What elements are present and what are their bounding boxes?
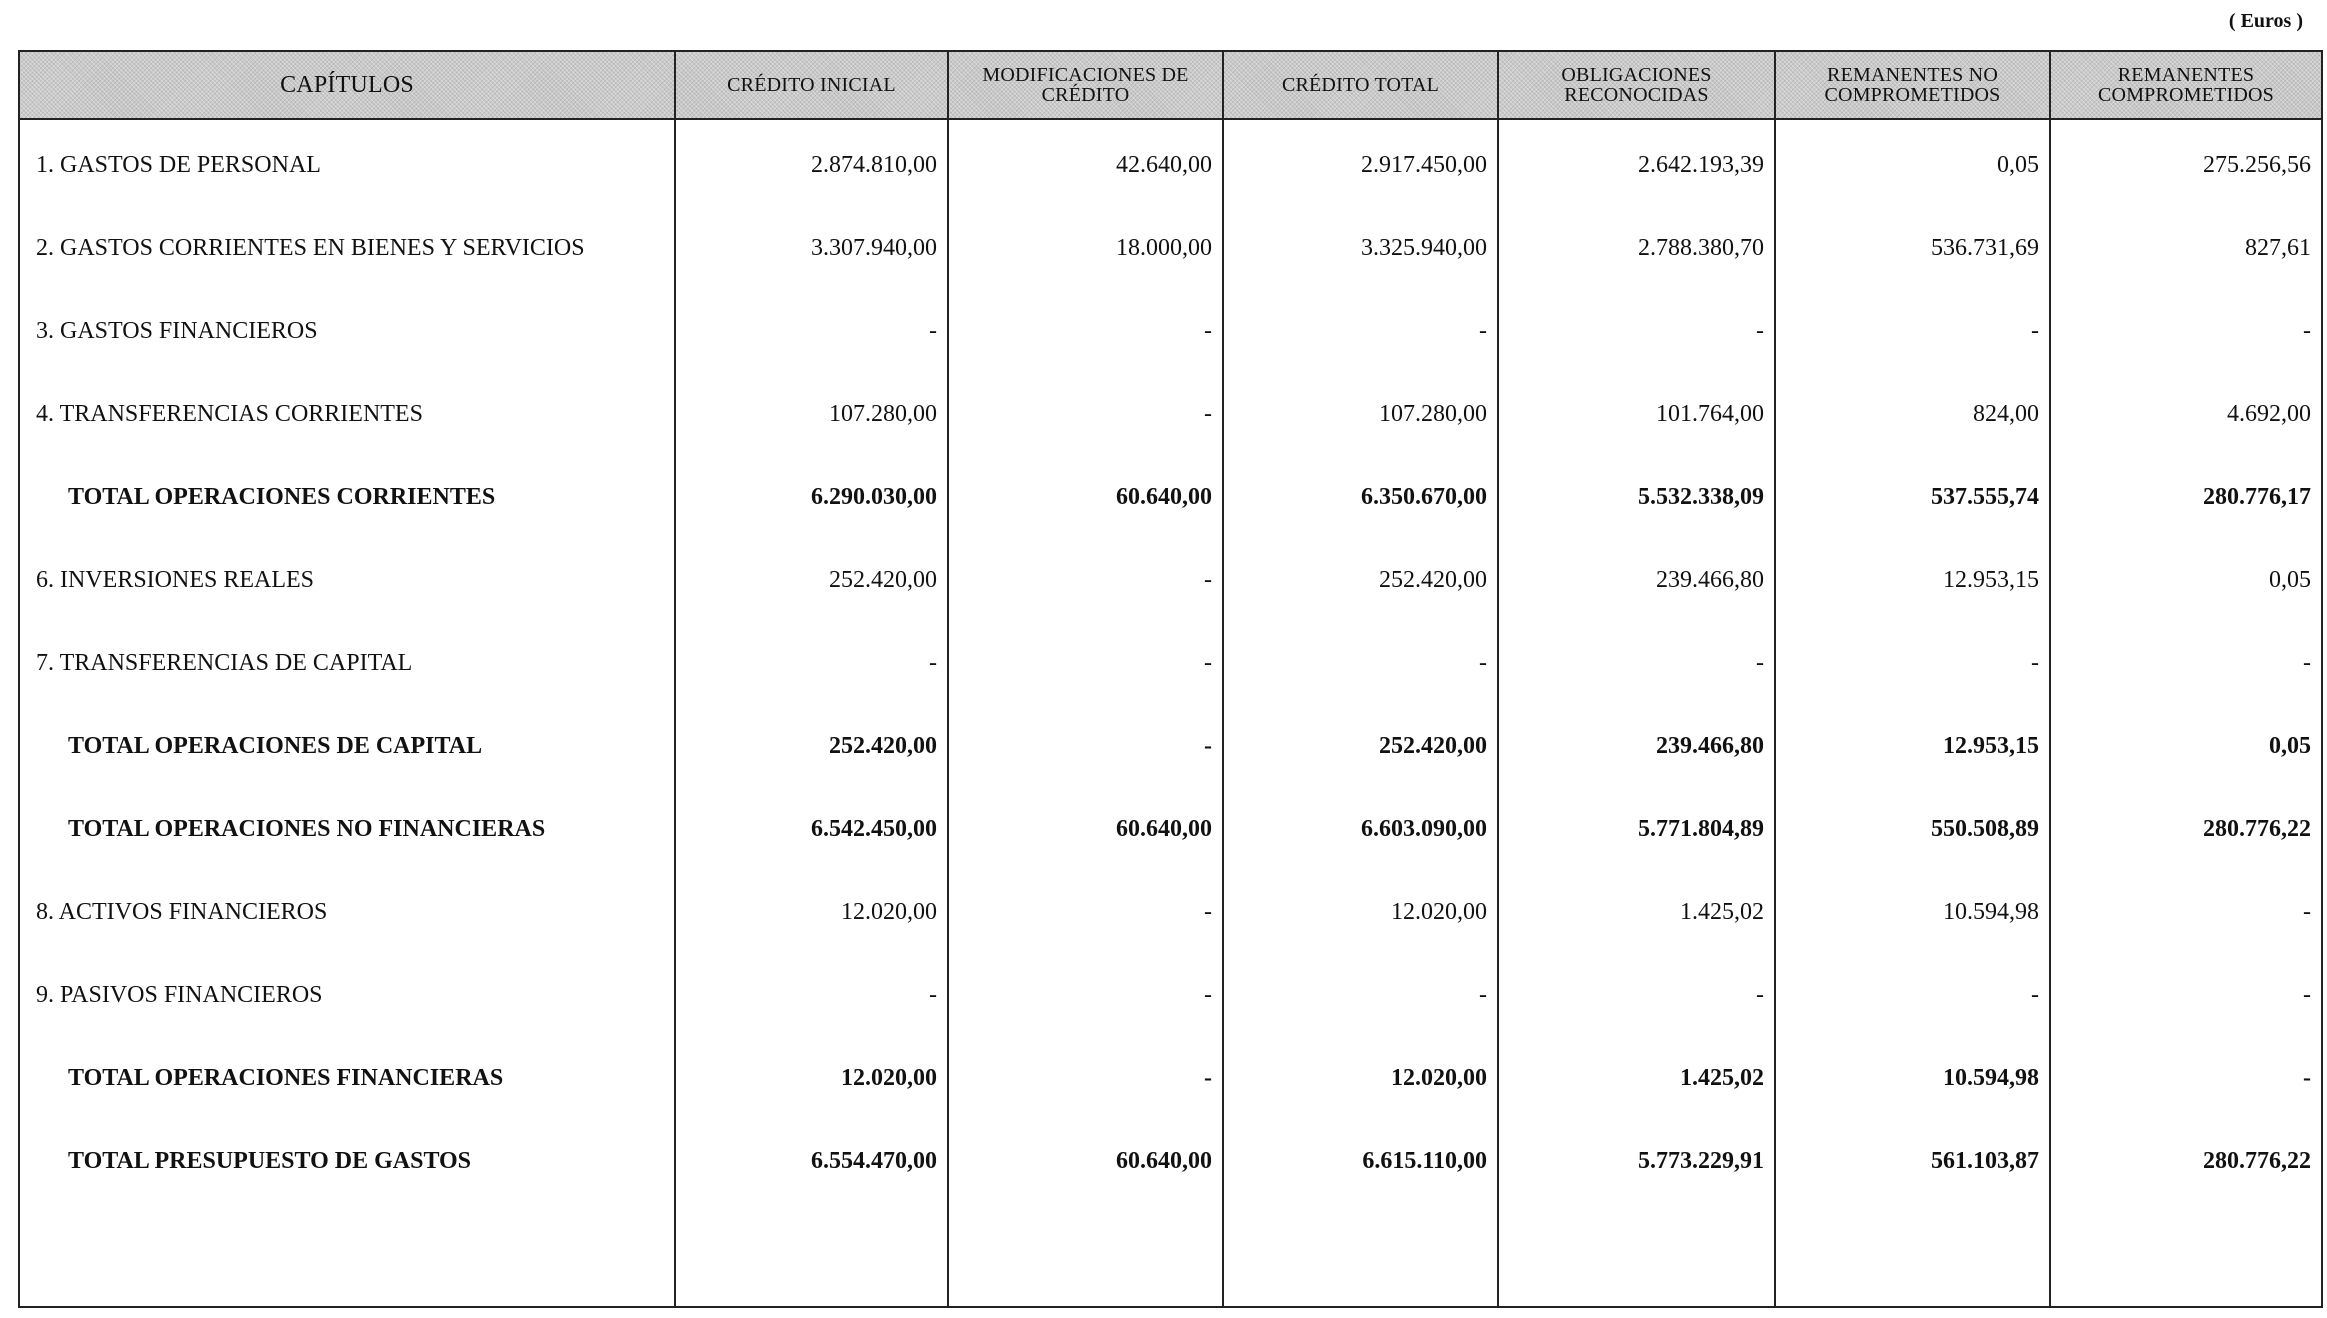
modificaciones-value: 60.640,00 <box>1116 1148 1212 1174</box>
grand-total-row <box>20 1120 2321 1203</box>
credito-inicial-value: 2.874.810,00 <box>811 152 937 178</box>
credito-inicial-value: 252.420,00 <box>829 567 937 593</box>
credito-inicial-value: 6.542.450,00 <box>811 816 937 842</box>
row-label: 1. GASTOS DE PERSONAL <box>36 152 321 178</box>
credito-total-value: 252.420,00 <box>1379 733 1487 759</box>
credito-total-value: 3.325.940,00 <box>1361 235 1487 261</box>
modificaciones-value: 42.640,00 <box>1116 152 1212 178</box>
modificaciones-value: - <box>1204 401 1212 427</box>
credito-inicial-value: 12.020,00 <box>841 1065 937 1091</box>
remanentes-value: 0,05 <box>2269 733 2311 759</box>
header-credito-inicial: CRÉDITO INICIAL <box>727 74 896 96</box>
obligaciones-value: 5.771.804,89 <box>1638 816 1764 842</box>
table-row <box>20 539 2321 622</box>
credito-total-value: 2.917.450,00 <box>1361 152 1487 178</box>
credito-total-value: - <box>1479 982 1487 1008</box>
remanentes-no-value: 12.953,15 <box>1943 567 2039 593</box>
modificaciones-value: - <box>1204 650 1212 676</box>
table-row <box>20 290 2321 373</box>
table-row <box>20 373 2321 456</box>
remanentes-no-value: - <box>2031 982 2039 1008</box>
row-label: TOTAL OPERACIONES NO FINANCIERAS <box>68 816 546 842</box>
remanentes-no-value: 10.594,98 <box>1943 899 2039 925</box>
credito-total-value: 12.020,00 <box>1391 1065 1487 1091</box>
remanentes-no-value: 550.508,89 <box>1931 816 2039 842</box>
header-remanentes-no: REMANENTES NO COMPROMETIDOS <box>1824 64 2001 106</box>
remanentes-no-value: 537.555,74 <box>1931 484 2039 510</box>
modificaciones-value: 18.000,00 <box>1116 235 1212 261</box>
obligaciones-value: 2.788.380,70 <box>1638 235 1764 261</box>
credito-inicial-value: 12.020,00 <box>841 899 937 925</box>
remanentes-no-value: - <box>2031 318 2039 344</box>
credito-total-value: 6.350.670,00 <box>1361 484 1487 510</box>
modificaciones-value: 60.640,00 <box>1116 816 1212 842</box>
modificaciones-value: - <box>1204 567 1212 593</box>
modificaciones-value: - <box>1204 733 1212 759</box>
credito-inicial-value: 6.554.470,00 <box>811 1148 937 1174</box>
remanentes-no-value: 824,00 <box>1973 401 2039 427</box>
header-capitulos: CAPÍTULOS <box>280 72 414 98</box>
row-label: TOTAL PRESUPUESTO DE GASTOS <box>68 1148 472 1174</box>
remanentes-value: 280.776,17 <box>2203 484 2311 510</box>
modificaciones-value: - <box>1204 1065 1212 1091</box>
table-row <box>20 124 2321 207</box>
table-header <box>20 52 2321 120</box>
row-label: TOTAL OPERACIONES DE CAPITAL <box>68 733 483 759</box>
credito-inicial-value: - <box>929 982 937 1008</box>
header-modificaciones: MODIFICACIONES DE CRÉDITO <box>982 64 1189 106</box>
remanentes-value: - <box>2303 982 2311 1008</box>
remanentes-value: - <box>2303 318 2311 344</box>
row-label: 3. GASTOS FINANCIEROS <box>36 318 318 344</box>
credito-total-value: - <box>1479 318 1487 344</box>
modificaciones-value: - <box>1204 899 1212 925</box>
remanentes-value: - <box>2303 1065 2311 1091</box>
remanentes-value: - <box>2303 899 2311 925</box>
header-remanentes: REMANENTES COMPROMETIDOS <box>2098 64 2274 106</box>
credito-inicial-value: 3.307.940,00 <box>811 235 937 261</box>
modificaciones-value: - <box>1204 318 1212 344</box>
remanentes-value: 827,61 <box>2245 235 2311 261</box>
remanentes-value: 280.776,22 <box>2203 816 2311 842</box>
header-credito-total: CRÉDITO TOTAL <box>1281 74 1440 96</box>
total-row <box>20 456 2321 539</box>
row-label: 6. INVERSIONES REALES <box>36 567 315 593</box>
total-row <box>20 705 2321 788</box>
remanentes-value: - <box>2303 650 2311 676</box>
remanentes-no-value: - <box>2031 650 2039 676</box>
obligaciones-value: 239.466,80 <box>1656 567 1764 593</box>
remanentes-value: 280.776,22 <box>2203 1148 2311 1174</box>
credito-total-value: 6.603.090,00 <box>1361 816 1487 842</box>
obligaciones-value: 101.764,00 <box>1656 401 1764 427</box>
obligaciones-value: 5.773.229,91 <box>1638 1148 1764 1174</box>
credito-inicial-value: - <box>929 650 937 676</box>
remanentes-value: 0,05 <box>2269 567 2311 593</box>
remanentes-value: 275.256,56 <box>2203 152 2311 178</box>
obligaciones-value: 239.466,80 <box>1656 733 1764 759</box>
table-row <box>20 622 2321 705</box>
row-label: 2. GASTOS CORRIENTES EN BIENES Y SERVICIOS <box>36 235 585 261</box>
table-row <box>20 871 2321 954</box>
remanentes-no-value: 0,05 <box>1997 152 2039 178</box>
remanentes-no-value: 561.103,87 <box>1931 1148 2039 1174</box>
units-label: ( Euros ) <box>2228 10 2303 32</box>
credito-total-value: - <box>1479 650 1487 676</box>
credito-total-value: 107.280,00 <box>1379 401 1487 427</box>
modificaciones-value: - <box>1204 982 1212 1008</box>
credito-total-value: 6.615.110,00 <box>1362 1148 1487 1174</box>
credito-inicial-value: 107.280,00 <box>829 401 937 427</box>
table-row <box>20 207 2321 290</box>
remanentes-no-value: 12.953,15 <box>1943 733 2039 759</box>
row-label: 7. TRANSFERENCIAS DE CAPITAL <box>36 650 413 676</box>
credito-inicial-value: 252.420,00 <box>829 733 937 759</box>
row-label: 9. PASIVOS FINANCIEROS <box>36 982 323 1008</box>
credito-total-value: 12.020,00 <box>1391 899 1487 925</box>
credito-inicial-value: - <box>929 318 937 344</box>
row-label: 4. TRANSFERENCIAS CORRIENTES <box>36 401 423 427</box>
total-row <box>20 788 2321 871</box>
remanentes-no-value: 10.594,98 <box>1943 1065 2039 1091</box>
row-label: TOTAL OPERACIONES FINANCIERAS <box>68 1065 504 1091</box>
remanentes-no-value: 536.731,69 <box>1931 235 2039 261</box>
modificaciones-value: 60.640,00 <box>1116 484 1212 510</box>
obligaciones-value: - <box>1756 650 1764 676</box>
obligaciones-value: 1.425,02 <box>1680 899 1764 925</box>
table-row <box>20 954 2321 1037</box>
budget-table <box>18 50 2323 1308</box>
obligaciones-value: - <box>1756 982 1764 1008</box>
obligaciones-value: 5.532.338,09 <box>1638 484 1764 510</box>
total-row <box>20 1037 2321 1120</box>
credito-inicial-value: 6.290.030,00 <box>811 484 937 510</box>
remanentes-value: 4.692,00 <box>2227 401 2311 427</box>
obligaciones-value: - <box>1756 318 1764 344</box>
obligaciones-value: 2.642.193,39 <box>1638 152 1764 178</box>
row-label: 8. ACTIVOS FINANCIEROS <box>36 899 328 925</box>
obligaciones-value: 1.425,02 <box>1680 1065 1764 1091</box>
credito-total-value: 252.420,00 <box>1379 567 1487 593</box>
row-label: TOTAL OPERACIONES CORRIENTES <box>68 484 496 510</box>
header-obligaciones: OBLIGACIONES RECONOCIDAS <box>1561 64 1712 106</box>
